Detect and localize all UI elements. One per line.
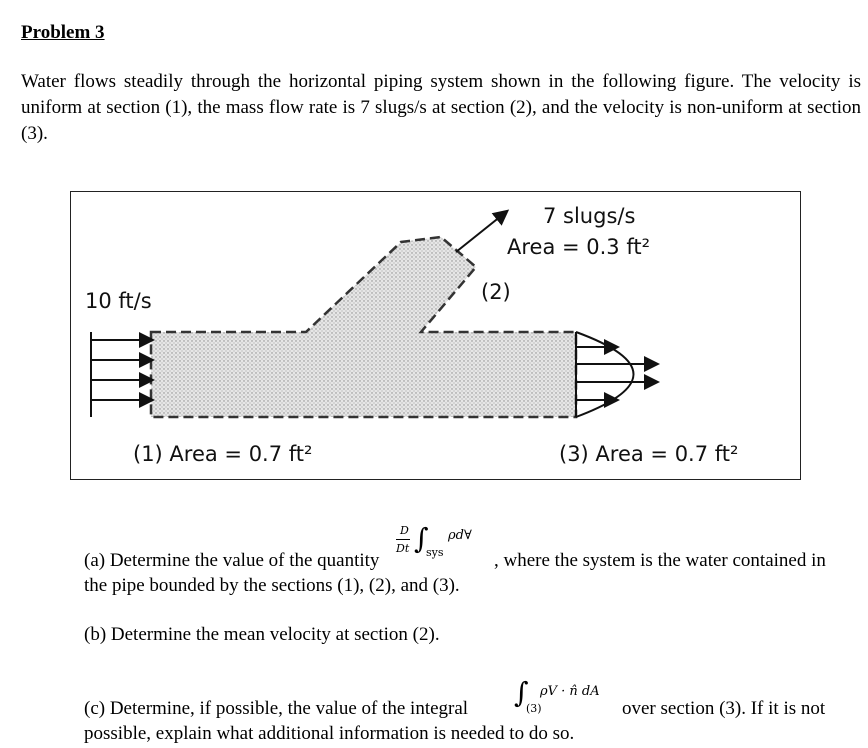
question-c-rest: over section (3). If it is not [622, 698, 826, 719]
expr-dt: Dt [396, 542, 410, 555]
problem-intro: Water flows steadily through the horizontal piping system shown in the following figure. The velocity is uniform at section (1), the mass flow rate is 7 slugs/s at section (2), and the velocity is non-uniform at section (3). [21, 71, 861, 144]
question-c-expression [514, 676, 624, 716]
question-c-line2: possible, explain what additional information is needed to do so. [84, 723, 575, 744]
expr-d: D [400, 524, 409, 537]
section2-area-label: Area = 0.3 ft² [507, 235, 651, 259]
main-pipe [151, 237, 576, 417]
integral-sign-icon: ∫ [414, 522, 429, 555]
question-a-line2: the pipe bounded by the sections (1), (2), and (3). [84, 575, 460, 596]
question-a-start: (a) Determine the value of the quantity [84, 550, 380, 571]
inlet-velocity-arrows [91, 332, 151, 417]
section2-label: (2) [481, 280, 511, 304]
fraction-bar [396, 539, 410, 540]
question-a-rest: , where the system is the water contained in [494, 550, 826, 571]
expr-body: ρV · n̂ dA [540, 684, 600, 699]
expr-body: ρd∀ [448, 528, 472, 543]
inlet-velocity-label: 10 ft/s [85, 289, 152, 313]
problem-title: Problem 3 [21, 22, 105, 43]
branch-outflow-arrow [456, 212, 506, 252]
section2-mass-flow-label: 7 slugs/s [543, 204, 636, 228]
outlet-velocity-profile [576, 332, 656, 417]
piping-figure [70, 191, 801, 480]
section1-label: (1) Area = 0.7 ft² [133, 442, 313, 466]
section3-label: (3) Area = 0.7 ft² [559, 442, 739, 466]
question-a-expression [396, 520, 491, 560]
expr-sub: (3) [526, 702, 542, 715]
question-b: (b) Determine the mean velocity at section (2). [84, 624, 440, 645]
expr-sys: sys [426, 546, 444, 559]
piping-diagram [71, 192, 802, 481]
integral-sign-icon: ∫ [514, 676, 529, 709]
question-c-start: (c) Determine, if possible, the value of the integral [84, 698, 469, 719]
